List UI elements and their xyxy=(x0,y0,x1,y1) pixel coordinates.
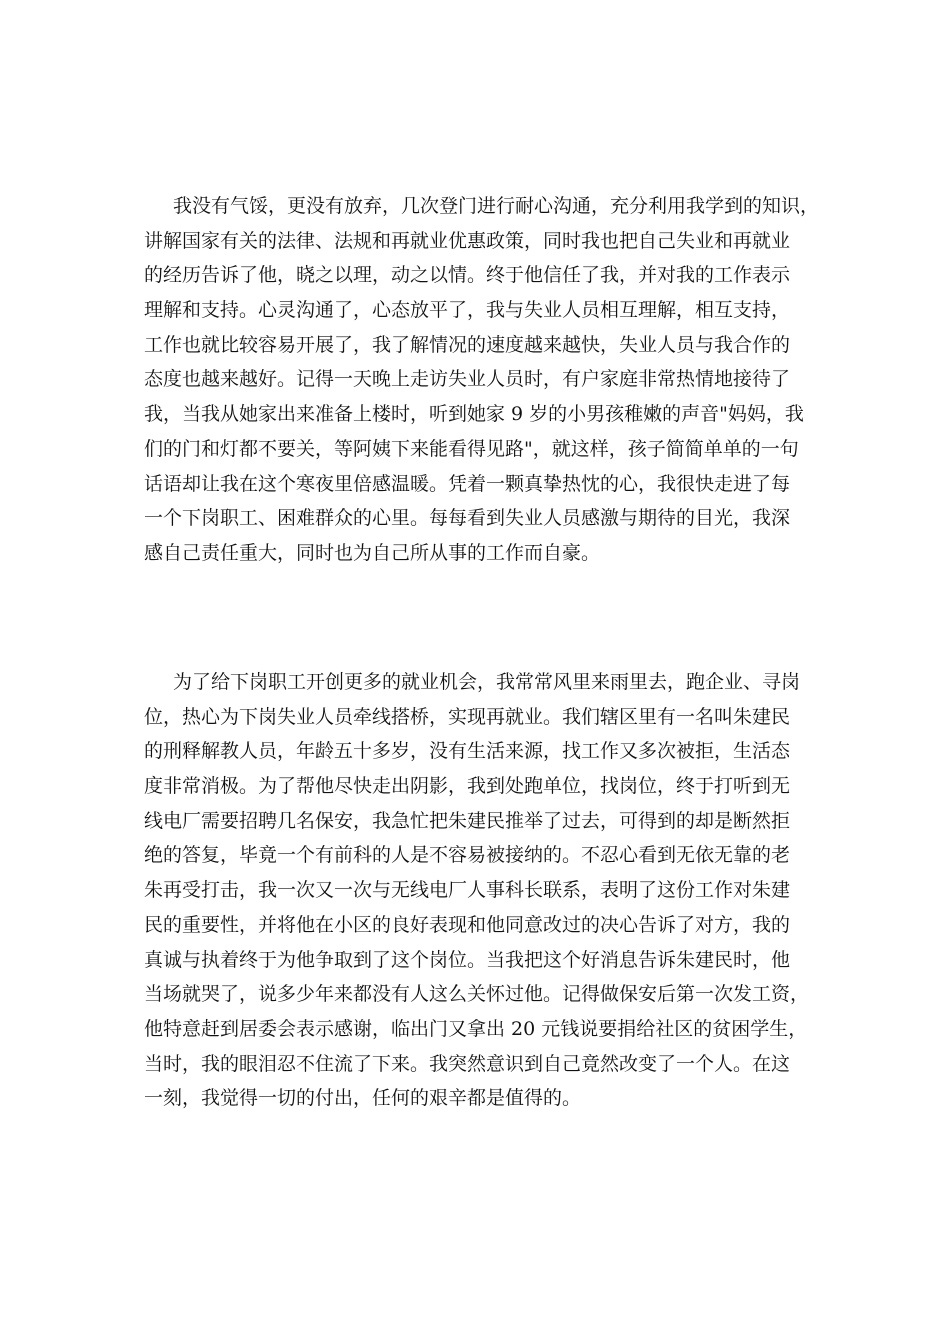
paragraph-line: 态度也越来越好。记得一天晚上走访失业人员时，有户家庭非常热情地接待了 xyxy=(144,368,791,391)
paragraph-line: 民的重要性，并将他在小区的良好表现和他同意改过的决心告诉了对方，我的 xyxy=(144,913,791,936)
paragraph-line: 绝的答复，毕竟一个有前科的人是不容易被接纳的。不忍心看到无依无靠的老 xyxy=(144,844,791,867)
paragraph-line: 理解和支持。心灵沟通了，心态放平了，我与失业人员相互理解，相互支持， xyxy=(144,299,791,322)
paragraph-line: 线电厂需要招聘几名保安，我急忙把朱建民推举了过去，可得到的却是断然拒 xyxy=(144,809,791,832)
paragraph-line: 真诚与执着终于为他争取到了这个岗位。当我把这个好消息告诉朱建民时，他 xyxy=(144,948,791,971)
paragraph-line: 一刻，我觉得一切的付出，任何的艰辛都是值得的。 xyxy=(144,1087,582,1110)
paragraph-line: 当时，我的眼泪忍不住流了下来。我突然意识到自己竟然改变了一个人。在这 xyxy=(144,1052,791,1075)
paragraph-line: 为了给下岗职工开创更多的就业机会，我常常风里来雨里去，跑企业、寻岗 xyxy=(173,671,801,693)
paragraph-line: 讲解国家有关的法律、法规和再就业优惠政策，同时我也把自己失业和再就业 xyxy=(144,229,791,252)
paragraph-1 xyxy=(144,189,819,571)
paragraph-line: 位，热心为下岗失业人员牵线搭桥，实现再就业。我们辖区里有一名叫朱建民 xyxy=(144,705,791,728)
paragraph-line: 当场就哭了，说多少年来都没有人这么关怀过他。记得做保安后第一次发工资， xyxy=(144,983,810,1006)
paragraph-line: 我，当我从她家出来准备上楼时，听到她家 9 岁的小男孩稚嫩的声音"妈妈，我 xyxy=(144,403,804,426)
paragraph-line: 话语却让我在这个寒夜里倍感温暖。凭着一颗真挚热忱的心，我很快走进了每 xyxy=(144,472,791,495)
paragraph-2 xyxy=(144,665,809,1116)
paragraph-line: 我没有气馁，更没有放弃，几次登门进行耐心沟通，充分利用我学到的知识， xyxy=(173,195,820,217)
paragraph-line: 工作也就比较容易开展了，我了解情况的速度越来越快，失业人员与我合作的 xyxy=(144,333,791,356)
paragraph-line: 的刑释解教人员，年龄五十多岁，没有生活来源，找工作又多次被拒，生活态 xyxy=(144,740,791,763)
paragraph-line: 度非常消极。为了帮他尽快走出阴影，我到处跑单位，找岗位，终于打听到无 xyxy=(144,775,791,798)
paragraph-line: 朱再受打击，我一次又一次与无线电厂人事科长联系，表明了这份工作对朱建 xyxy=(144,879,791,902)
paragraph-line: 的经历告诉了他，晓之以理，动之以情。终于他信任了我，并对我的工作表示 xyxy=(144,264,791,287)
paragraph-line: 感自己责任重大，同时也为自己所从事的工作而自豪。 xyxy=(144,541,601,564)
paragraph-line: 他特意赶到居委会表示感谢，临出门又拿出 20 元钱说要捐给社区的贫困学生， xyxy=(144,1017,808,1040)
paragraph-line: 们的门和灯都不要关，等阿姨下来能看得见路"，就这样，孩子简简单单的一句 xyxy=(144,437,799,460)
paragraph-line: 一个下岗职工、困难群众的心里。每每看到失业人员感激与期待的目光，我深 xyxy=(144,507,791,530)
